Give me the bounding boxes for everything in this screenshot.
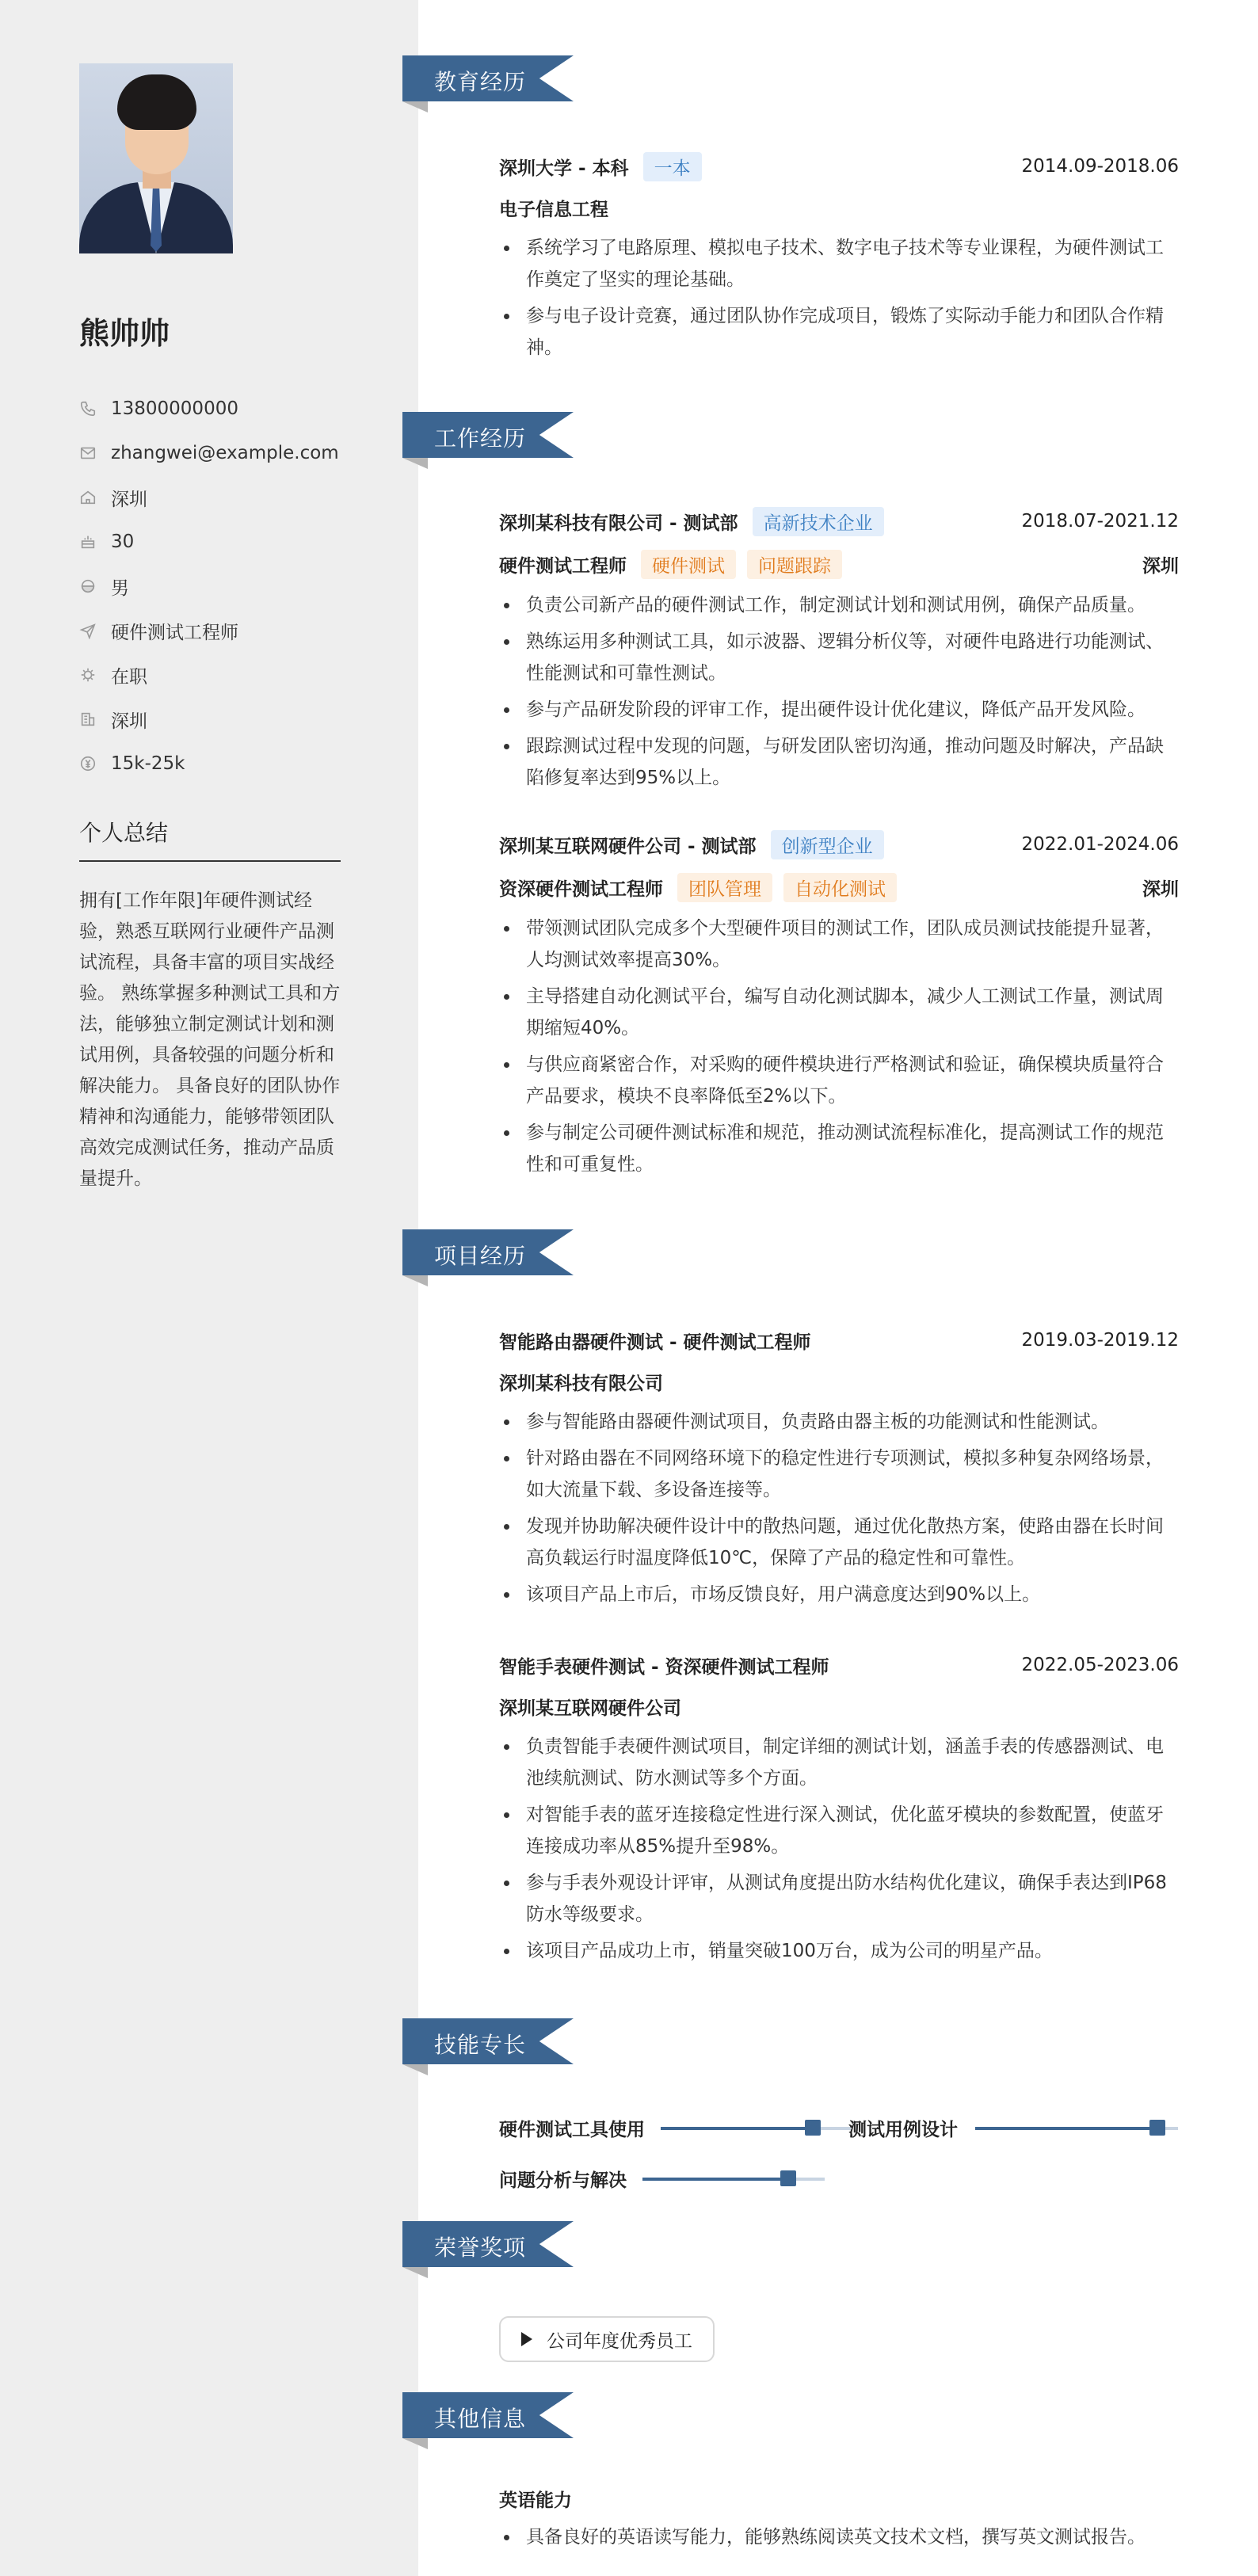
summary-title: 个人总结 [79, 820, 169, 846]
section-header-project [402, 1229, 577, 1275]
list-item: 跟踪测试过程中发现的问题，与研发团队密切沟通，推动问题及时解决，产品缺陷修复率达到95%以上。 [499, 730, 1179, 794]
send-icon [79, 622, 97, 639]
gender-icon [79, 577, 97, 595]
phone-icon [79, 400, 97, 417]
section-header-work [402, 412, 577, 458]
list-item: 针对路由器在不同网络环境下的稳定性进行专项测试，模拟多种复杂网络场景，如大流量下载、多设备连接等。 [499, 1442, 1179, 1506]
skill-item [499, 2166, 825, 2192]
status-icon [79, 666, 97, 684]
list-item: 发现并协助解决硬件设计中的散热问题，通过优化散热方案，使路由器在长时间高负载运行时温度降低10℃，保障了产品的稳定性和可靠性。 [499, 1511, 1179, 1574]
project-bullets [499, 1731, 1179, 1967]
skill-tag: 团队管理 [677, 873, 772, 902]
skill-item [848, 2115, 1178, 2141]
job-role: 资深硬件测试工程师 [499, 878, 663, 900]
list-item: 该项目产品上市后，市场反馈良好，用户满意度达到90%以上。 [499, 1579, 1179, 1610]
section-title: 项目经历 [434, 1243, 527, 1269]
company-tag: 创新型企业 [771, 830, 884, 859]
list-item: 参与产品研发阶段的评审工作，提出硬件设计优化建议，降低产品开发风险。 [499, 694, 1179, 726]
position-text: 硬件测试工程师 [111, 622, 238, 643]
list-item: 对智能手表的蓝牙连接稳定性进行深入测试，优化蓝牙模块的参数配置，使蓝牙连接成功率从85%提升至98%。 [499, 1799, 1179, 1862]
email-text: zhangwei@example.com [111, 443, 339, 463]
list-item: 参与制定公司硬件测试标准和规范，推动测试流程标准化，提高测试工作的规范性和可重复性。 [499, 1117, 1179, 1180]
summary-text: 拥有[工作年限]年硬件测试经验，熟悉互联网行业硬件产品测试流程，具备丰富的项目实战经验。 熟练掌握多种测试工具和方法，能够独立制定测试计划和测试用例，具备较强的问题分析和解决能力。 具备良好的团队协作精神和沟通能力，能够带领团队高效完成测试任务，推动产品质量提升。 [79, 890, 341, 1189]
school-tag: 一本 [643, 152, 702, 181]
project-company: 深圳某科技有限公司 [499, 1374, 663, 1394]
list-item: 参与电子设计竞赛，通过团队协作完成项目，锻炼了实际动手能力和团队合作精神。 [499, 300, 1179, 364]
main-content [402, 0, 1258, 2576]
school-name: 深圳大学 - 本科 [499, 158, 629, 179]
work-date: 2022.01-2024.06 [1021, 834, 1179, 855]
contact-info-list [79, 387, 349, 786]
skill-tag: 自动化测试 [783, 873, 897, 902]
info-gender [79, 564, 349, 608]
phone-text: 13800000000 [111, 398, 238, 419]
skill-bar [975, 2127, 1178, 2130]
play-icon [521, 2332, 532, 2346]
project-company: 深圳某互联网硬件公司 [499, 1698, 681, 1719]
list-item: 参与手表外观设计评审，从测试角度提出防水结构优化建议，确保手表达到IP68防水等级要求。 [499, 1867, 1179, 1930]
section-title: 教育经历 [434, 69, 527, 95]
section-title: 工作经历 [434, 425, 527, 452]
section-header-skills [402, 2018, 577, 2064]
info-phone [79, 387, 349, 431]
info-position [79, 608, 349, 653]
project-bullets [499, 1406, 1179, 1610]
work-date: 2018.07-2021.12 [1021, 511, 1179, 532]
list-item: 带领测试团队完成多个大型硬件项目的测试工作，团队成员测试技能提升显著，人均测试效率提高30%。 [499, 913, 1179, 976]
education-date: 2014.09-2018.06 [1021, 156, 1179, 177]
company-name: 深圳某互联网硬件公司 - 测试部 [499, 836, 757, 857]
company-name: 深圳某科技有限公司 - 测试部 [499, 513, 738, 534]
age-text: 30 [111, 532, 135, 552]
info-salary [79, 741, 349, 786]
section-title: 其他信息 [434, 2406, 527, 2432]
list-item: 系统学习了电路原理、模拟电子技术、数字电子技术等专业课程，为硬件测试工作奠定了坚实的理论基础。 [499, 232, 1179, 295]
salary-text: 15k-25k [111, 753, 185, 774]
list-item: 主导搭建自动化测试平台，编写自动化测试脚本，减少人工测试工作量，测试周期缩短40%。 [499, 981, 1179, 1044]
list-item: 负责公司新产品的硬件测试工作，制定测试计划和测试用例，确保产品质量。 [499, 589, 1179, 621]
list-item: 与供应商紧密合作，对采购的硬件模块进行严格测试和验证，确保模块质量符合产品要求，模块不良率降低至2%以下。 [499, 1049, 1179, 1112]
project-entry [499, 1651, 1179, 1972]
building-icon [79, 711, 97, 728]
project-entry [499, 1326, 1179, 1615]
skill-bar [642, 2178, 825, 2181]
info-age [79, 520, 349, 564]
other-title: 英语能力 [499, 2490, 572, 2511]
skill-name: 测试用例设计 [848, 2120, 958, 2140]
info-status [79, 653, 349, 697]
work-city: 深圳 [1142, 878, 1179, 900]
city-text: 深圳 [111, 711, 147, 732]
work-bullets [499, 913, 1179, 1180]
section-header-other [402, 2392, 577, 2438]
job-role: 硬件测试工程师 [499, 555, 627, 577]
skill-tag: 问题跟踪 [747, 550, 842, 579]
section-header-honors [402, 2221, 577, 2267]
skill-bar [661, 2127, 851, 2130]
other-bullets [499, 2521, 1179, 2553]
section-title: 荣誉奖项 [434, 2235, 527, 2261]
mail-icon [79, 444, 97, 462]
list-item: 该项目产品成功上市，销量突破100万台，成为公司的明星产品。 [499, 1935, 1179, 1967]
list-item: 负责智能手表硬件测试项目，制定详细的测试计划，涵盖手表的传感器测试、电池续航测试、防水测试等多个方面。 [499, 1731, 1179, 1794]
status-text: 在职 [111, 666, 147, 688]
skill-name: 硬件测试工具使用 [499, 2120, 645, 2140]
skill-knob [1149, 2120, 1165, 2136]
major: 电子信息工程 [499, 200, 608, 220]
work-entry [499, 830, 1179, 1185]
list-item: 熟练运用多种测试工具，如示波器、逻辑分析仪等，对硬件电路进行功能测试、性能测试和可靠性测试。 [499, 626, 1179, 689]
skill-tag: 硬件测试 [641, 550, 736, 579]
home-icon [79, 489, 97, 506]
cake-icon [79, 533, 97, 551]
profile-photo [79, 63, 233, 253]
skill-name: 问题分析与解决 [499, 2170, 627, 2191]
work-entry [499, 507, 1179, 798]
education-entry [499, 152, 1179, 368]
info-location [79, 475, 349, 520]
list-item: 具备良好的英语读写能力，能够熟练阅读英文技术文档，撰写英文测试报告。 [499, 2521, 1179, 2553]
info-email [79, 431, 349, 475]
project-title: 智能路由器硬件测试 - 硬件测试工程师 [499, 1332, 811, 1353]
skill-knob [805, 2120, 821, 2136]
work-city: 深圳 [1142, 555, 1179, 577]
profile-name: 熊帅帅 [79, 316, 170, 351]
section-title: 技能专长 [434, 2032, 527, 2058]
award-label: 公司年度优秀员工 [547, 2330, 692, 2352]
location-text: 深圳 [111, 489, 147, 510]
yuan-icon [79, 755, 97, 772]
company-tag: 高新技术企业 [753, 507, 884, 536]
summary-divider [79, 860, 341, 862]
project-title: 智能手表硬件测试 - 资深硬件测试工程师 [499, 1656, 829, 1678]
skill-item [499, 2115, 851, 2141]
award-item [499, 2316, 715, 2362]
education-bullets [499, 232, 1179, 364]
project-date: 2019.03-2019.12 [1021, 1330, 1179, 1351]
other-entry [499, 2486, 1179, 2558]
section-header-education [402, 55, 577, 101]
work-bullets [499, 589, 1179, 794]
skill-knob [780, 2170, 796, 2186]
project-date: 2022.05-2023.06 [1021, 1655, 1179, 1675]
info-city [79, 697, 349, 741]
list-item: 参与智能路由器硬件测试项目，负责路由器主板的功能测试和性能测试。 [499, 1406, 1179, 1438]
sidebar [0, 0, 418, 2576]
gender-text: 男 [111, 577, 129, 599]
